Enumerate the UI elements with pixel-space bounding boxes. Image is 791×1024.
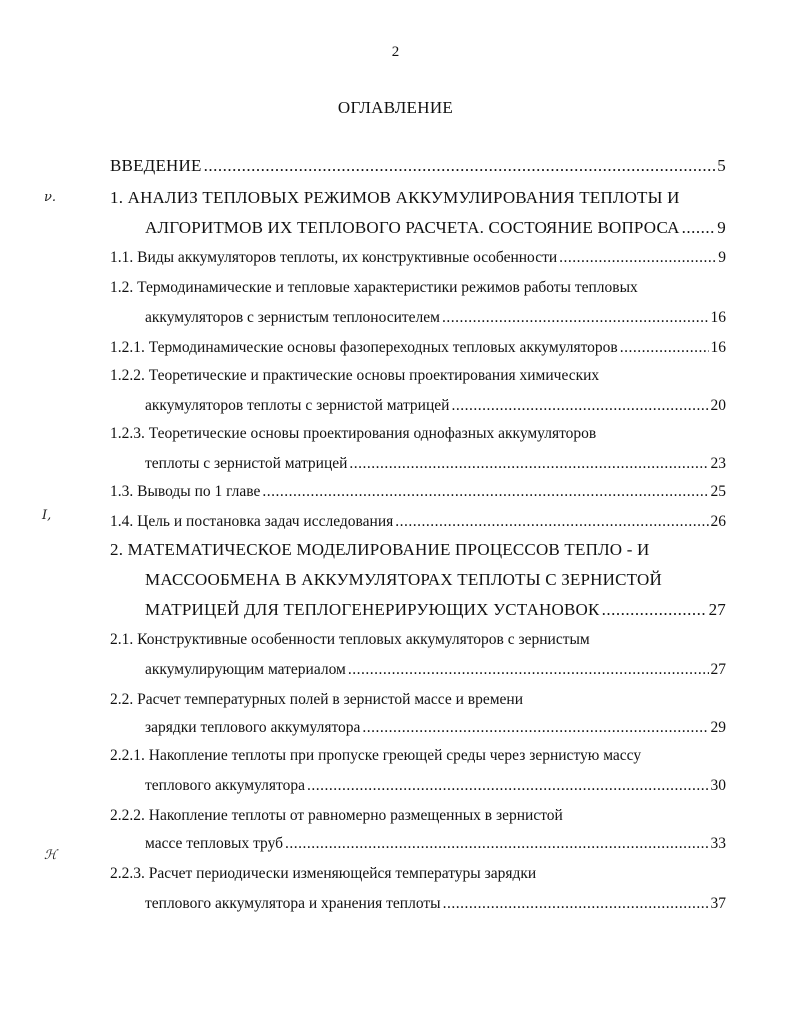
toc-page-number: 27 [708,600,726,619]
toc-page-number: 5 [717,156,726,175]
toc-entry-text: 1.4. Цель и постановка задач исследования [110,513,394,530]
toc-page-number: 16 [710,309,726,326]
leader-dots [443,894,709,914]
page-number: 2 [391,44,400,60]
toc-entry-text: 1.2.1. Термодинамические основы фазопереходных тепловых аккумуляторов [110,339,618,356]
leader-dots [348,660,709,680]
toc-entry-text: зарядки теплового аккумулятора [145,719,361,736]
toc-entry-1-1[interactable] [110,248,726,268]
toc-page-number: 26 [710,513,726,530]
toc-entry-text: 1.2. Термодинамические и тепловые характеристики режимов работы тепловых [110,279,638,296]
leader-dots [620,338,709,358]
toc-entry-1-3[interactable] [110,482,726,502]
toc-entry-text: 2.1. Конструктивные особенности тепловых аккумуляторов с зернистым [110,631,590,648]
toc-entry-text: 2.2.1. Накопление теплоты при пропуске греющей среды через зернистую массу [110,747,642,764]
toc-entry-text: АЛГОРИТМОВ ИХ ТЕПЛОВОГО РАСЧЕТА. СОСТОЯНИЕ ВОПРОСА [145,218,680,237]
toc-entry-text: 1.2.2. Теоретические и практические основы проектирования химических [110,367,600,384]
leader-dots [362,718,708,738]
leader-dots [307,776,709,796]
toc-entry-text: аккумулирующим материалом [145,661,346,678]
page-title: ОГЛАВЛЕНИЕ [337,98,454,117]
toc-entry-1-2-2[interactable] [145,396,726,416]
leader-dots [682,218,716,238]
toc-entry-text: 1.3. Выводы по 1 главе [110,483,261,500]
toc-page-number: 37 [710,895,726,912]
toc-entry-1-2-3[interactable] [145,454,726,474]
leader-dots [559,248,716,268]
toc-entry-text: теплового аккумулятора [145,777,305,794]
leader-dots [204,156,716,176]
toc-page-number: 33 [710,835,726,852]
leader-dots [349,454,708,474]
toc-page-number: 16 [710,339,726,356]
toc-entry-2-2-2[interactable] [145,834,726,854]
toc-entry-text: аккумуляторов с зернистым теплоносителем [145,309,440,326]
toc-page-number: 23 [710,455,726,472]
toc-page-number: 30 [710,777,726,794]
toc-page-number: 20 [710,397,726,414]
leader-dots [285,834,708,854]
toc-entry-text: теплоты с зернистой матрицей [145,455,348,472]
toc-entry-1-2-1[interactable] [110,338,726,358]
toc-entry-text: МАТРИЦЕЙ ДЛЯ ТЕПЛОГЕНЕРИРУЮЩИХ УСТАНОВОК [145,600,600,619]
toc-entry-text: теплового аккумулятора и хранения теплоты [145,895,441,912]
toc-entry-text: 2.2.3. Расчет периодически изменяющейся температуры зарядки [110,865,537,882]
toc-entry-1-2[interactable] [145,308,726,328]
toc-entry-2-1[interactable] [145,660,726,680]
toc-entry-text: 1.2.3. Теоретические основы проектирования однофазных аккумуляторов [110,425,597,442]
leader-dots [442,308,709,328]
leader-dots [451,396,708,416]
toc-entry-text: 1.1. Виды аккумуляторов теплоты, их конструктивные особенности [110,249,558,266]
leader-dots [602,600,707,620]
toc-entry-text: 2. МАТЕМАТИЧЕСКОЕ МОДЕЛИРОВАНИЕ ПРОЦЕССОВ ТЕПЛО - И [110,540,650,559]
margin-mark: ν. [44,190,57,205]
toc-entry-2-2-3[interactable] [145,894,726,914]
toc-page-number: 9 [718,249,726,266]
toc-page-number: 27 [710,661,726,678]
toc-entry-text: ВВЕДЕНИЕ [110,156,202,175]
toc-entry-text: 2.2. Расчет температурных полей в зернистой массе и времени [110,691,523,708]
toc-page-number: 29 [710,719,726,736]
toc-entry-chapter-2[interactable] [145,600,726,620]
margin-mark: I, [42,508,52,523]
toc-entry-text: МАССООБМЕНА В АККУМУЛЯТОРАХ ТЕПЛОТЫ С ЗЕРНИСТОЙ [145,570,662,589]
toc-entry-text: 2.2.2. Накопление теплоты от равномерно размещенных в зернистой [110,807,563,824]
margin-mark: ℋ [44,848,57,863]
toc-entry-text: 1. АНАЛИЗ ТЕПЛОВЫХ РЕЖИМОВ АККУМУЛИРОВАНИЯ ТЕПЛОТЫ И [110,188,680,207]
toc-entry-1-4[interactable] [110,512,726,532]
toc-entry-introduction[interactable] [110,156,726,176]
leader-dots [262,482,708,502]
toc-entry-text: аккумуляторов теплоты с зернистой матрицей [145,397,450,414]
toc-page-number: 25 [710,483,726,500]
toc-entry-2-2[interactable] [145,718,726,738]
leader-dots [395,512,708,532]
toc-entry-chapter-1[interactable] [145,218,726,238]
toc-entry-2-2-1[interactable] [145,776,726,796]
toc-entry-text: массе тепловых труб [145,835,284,852]
toc-page-number: 9 [717,218,726,237]
